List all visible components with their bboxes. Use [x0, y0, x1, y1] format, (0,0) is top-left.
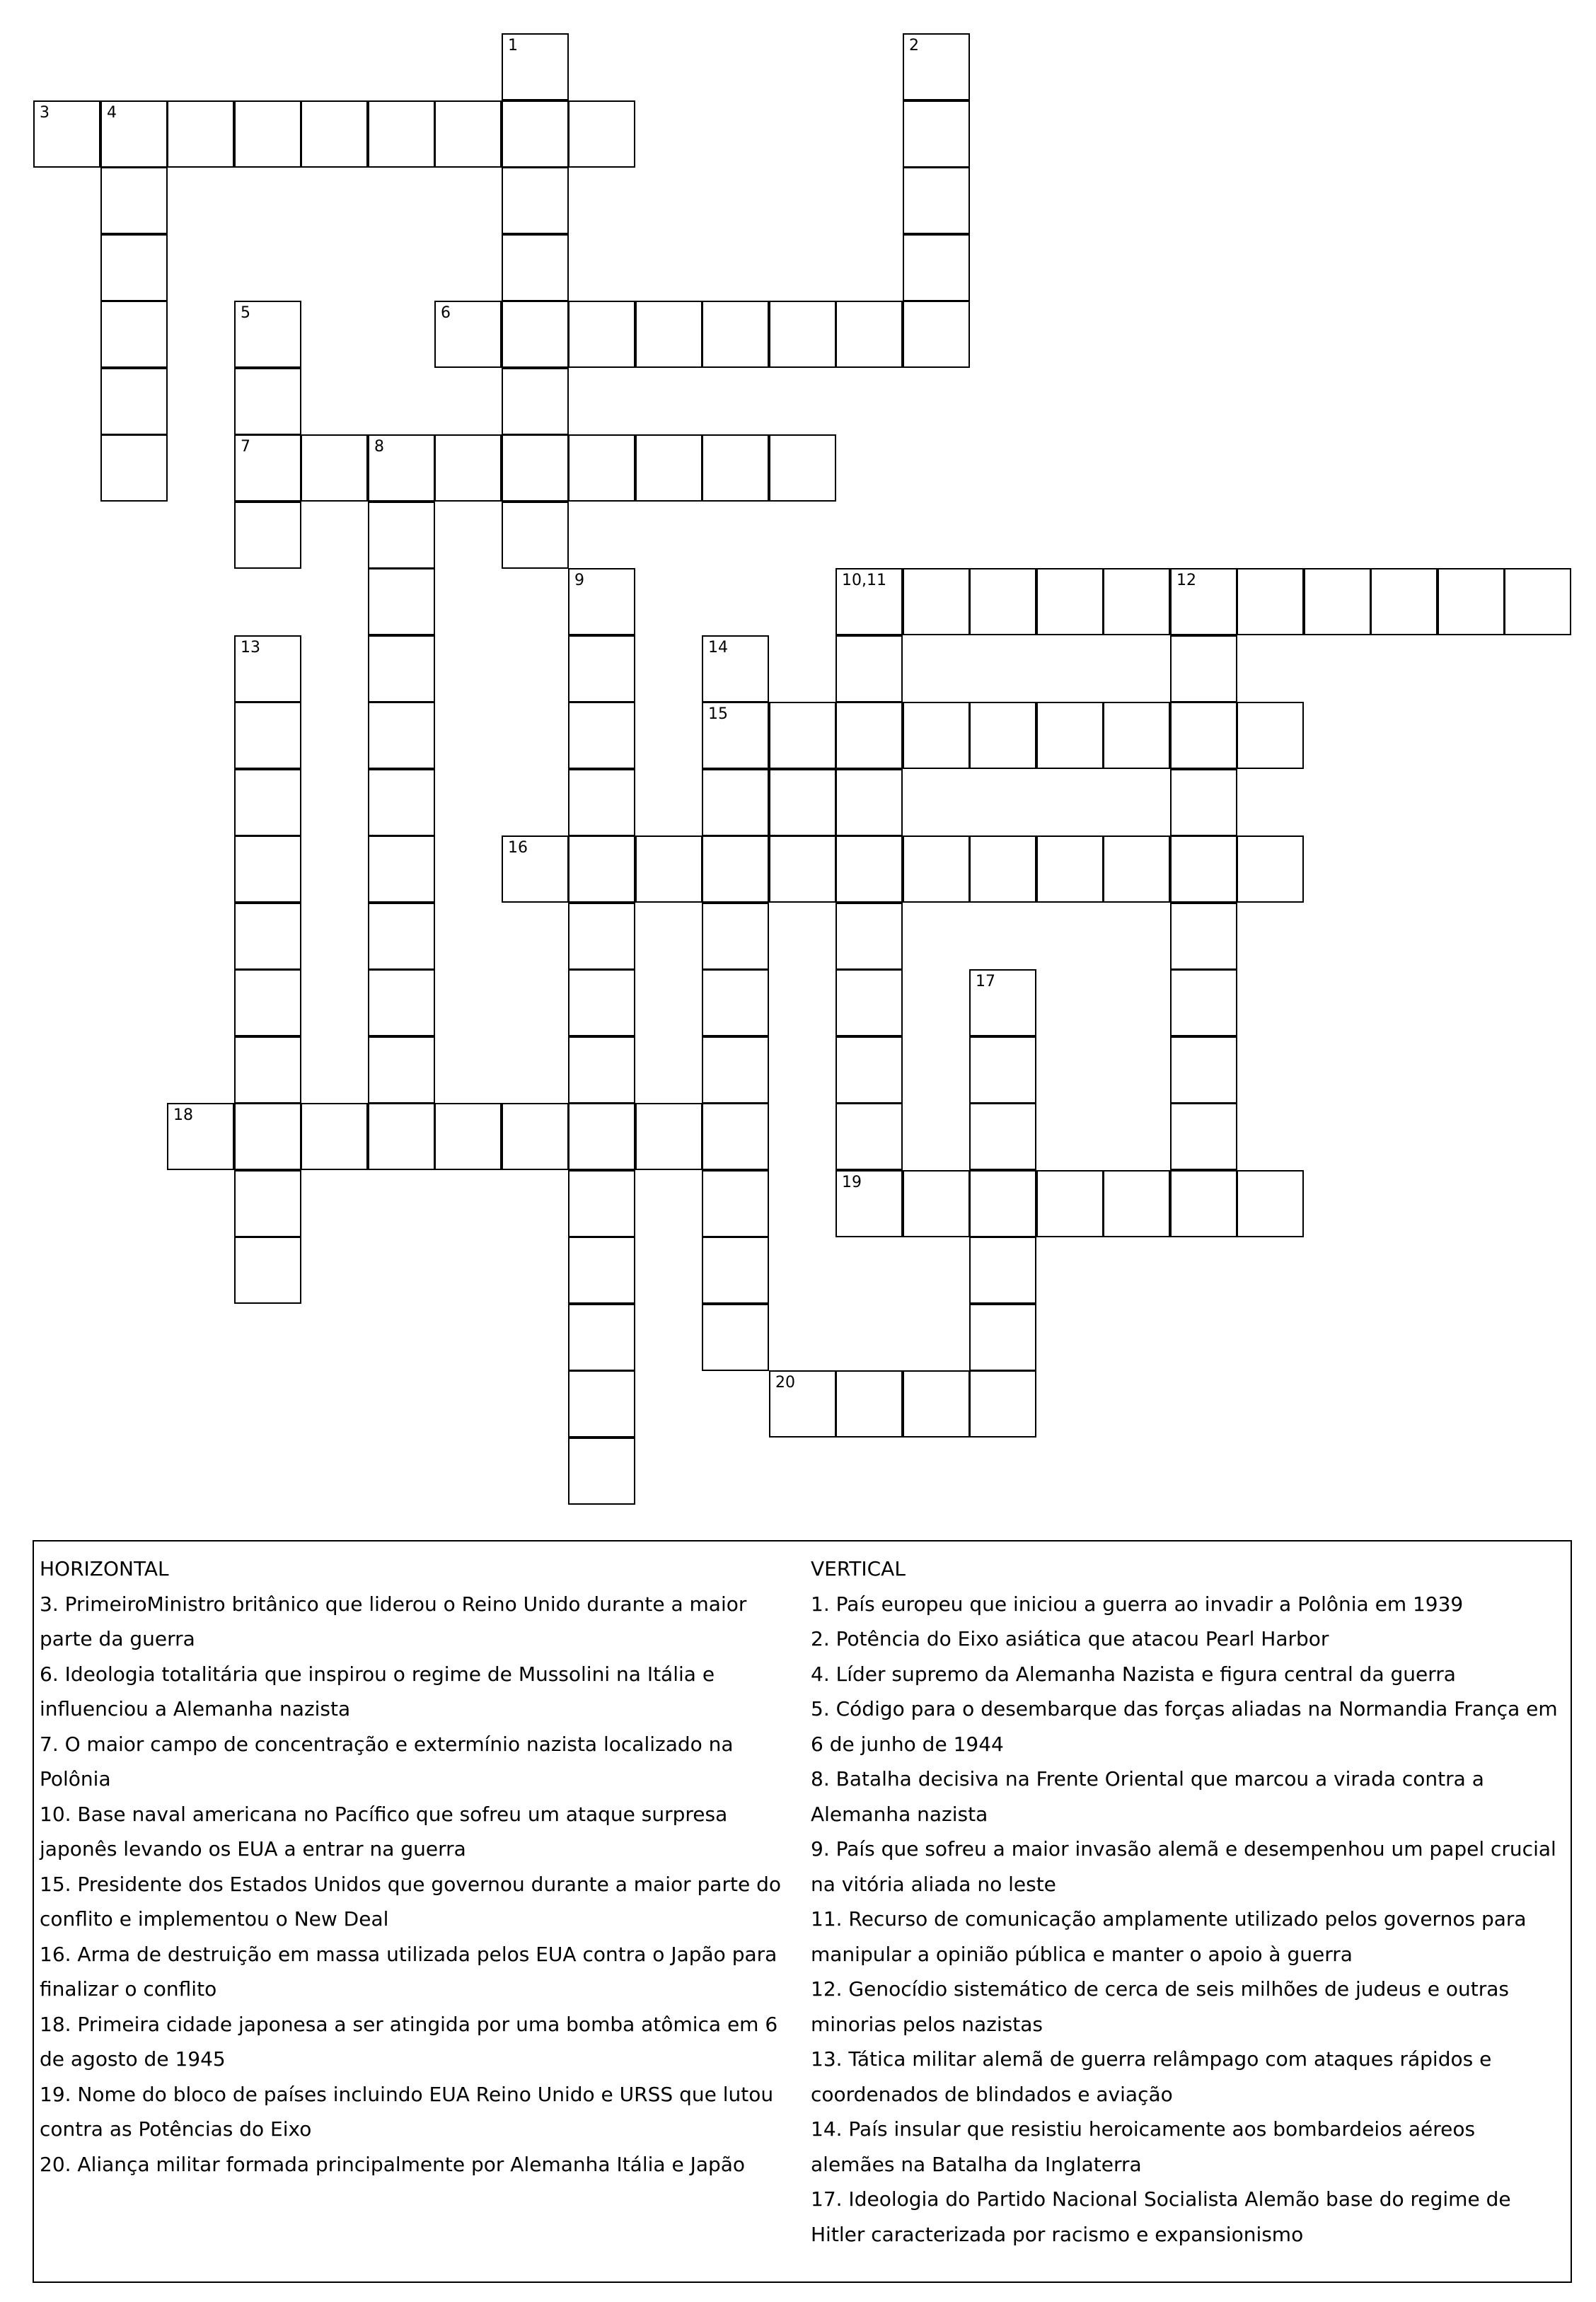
grid-cell[interactable] [702, 1036, 769, 1104]
grid-cell[interactable] [969, 1237, 1036, 1304]
grid-cell[interactable] [234, 1237, 301, 1304]
horizontal-clues [40, 1551, 790, 2182]
grid-cell[interactable] [969, 835, 1036, 903]
grid-cell[interactable] [1103, 1170, 1170, 1237]
grid-cell[interactable] [368, 835, 435, 903]
clue-down-2: 2. Potência do Eixo asiática que atacou Pearl Harbor [811, 1627, 1329, 1650]
horizontal-heading: HORIZONTAL [40, 1557, 169, 1580]
grid-cell[interactable] [368, 635, 435, 702]
grid-cell[interactable] [769, 1370, 836, 1438]
grid-cell[interactable] [568, 702, 635, 769]
grid-cell[interactable] [33, 100, 100, 168]
grid-cell[interactable] [835, 1036, 903, 1104]
grid-cell[interactable] [301, 434, 368, 502]
grid-cell[interactable] [234, 301, 301, 368]
clue-down-4: 4. Líder supremo da Alemanha Nazista e figura central da guerra [811, 1662, 1456, 1686]
grid-cell[interactable] [100, 100, 168, 168]
grid-cell[interactable] [100, 167, 168, 234]
grid-cell[interactable] [568, 1103, 635, 1170]
grid-cell[interactable] [568, 769, 635, 836]
grid-cell[interactable] [835, 769, 903, 836]
vertical-clues [811, 1551, 1561, 2252]
clue-across-20: 20. Aliança militar formada principalmente por Alemanha Itália e Japão [40, 2152, 746, 2176]
grid-cell[interactable] [502, 502, 569, 569]
grid-cell[interactable] [1170, 568, 1237, 635]
grid-cell[interactable] [234, 434, 301, 502]
grid-cell[interactable] [1237, 1170, 1304, 1237]
grid-cell[interactable] [1438, 568, 1505, 635]
clue-down-14: 14. País insular que resistiu heroicamente aos bombardeios aéreos alemães na Batalha da Inglaterra [811, 2117, 1476, 2176]
clues-box [33, 1540, 1572, 2283]
clue-across-15: 15. Presidente dos Estados Unidos que governou durante a maior parte do conflito e implementou o New Deal [40, 1872, 781, 1931]
clue-number: 9 [574, 572, 584, 589]
grid-cell[interactable] [903, 167, 970, 234]
clue-number: 18 [173, 1106, 193, 1124]
grid-cell[interactable] [969, 1036, 1036, 1104]
grid-cell[interactable] [568, 301, 635, 368]
grid-cell[interactable] [301, 100, 368, 168]
grid-cell[interactable] [835, 903, 903, 970]
clue-across-3: 3. PrimeiroMinistro britânico que liderou o Reino Unido durante a maior parte da guerra [40, 1592, 747, 1650]
grid-cell[interactable] [502, 835, 569, 903]
grid-cell[interactable] [502, 368, 569, 435]
grid-cell[interactable] [568, 1370, 635, 1438]
grid-cell[interactable] [702, 769, 769, 836]
grid-cell[interactable] [702, 434, 769, 502]
clue-across-19: 19. Nome do bloco de países incluindo EUA Reino Unido e URSS que lutou contra as Potências do Eixo [40, 2082, 774, 2141]
grid-cell[interactable] [702, 1304, 769, 1371]
vertical-heading: VERTICAL [811, 1557, 906, 1580]
grid-cell[interactable] [1103, 568, 1170, 635]
grid-cell[interactable] [635, 1103, 702, 1170]
grid-cell[interactable] [769, 702, 836, 769]
grid-cell[interactable] [769, 769, 836, 836]
grid-cell[interactable] [903, 568, 970, 635]
grid-cell[interactable] [568, 1170, 635, 1237]
grid-cell[interactable] [502, 301, 569, 368]
grid-cell[interactable] [835, 969, 903, 1036]
clue-down-8: 8. Batalha decisiva na Frente Oriental que marcou a virada contra a Alemanha nazista [811, 1767, 1484, 1826]
grid-cell[interactable] [835, 1370, 903, 1438]
grid-cell[interactable] [568, 434, 635, 502]
grid-cell[interactable] [835, 635, 903, 702]
grid-cell[interactable] [635, 301, 702, 368]
grid-cell[interactable] [903, 1170, 970, 1237]
clue-across-10: 10. Base naval americana no Pacífico que sofreu um ataque surpresa japonês levando os EUA a entrar na guerra [40, 1802, 728, 1861]
grid-cell[interactable] [434, 434, 502, 502]
grid-cell[interactable] [234, 100, 301, 168]
grid-cell[interactable] [234, 835, 301, 903]
clue-down-17: 17. Ideologia do Partido Nacional Socialista Alemão base do regime de Hitler caracterizada por racismo e expansionismo [811, 2187, 1511, 2246]
grid-cell[interactable] [234, 969, 301, 1036]
grid-cell[interactable] [1170, 769, 1237, 836]
grid-cell[interactable] [1304, 568, 1371, 635]
clue-number: 15 [708, 705, 728, 723]
grid-cell[interactable] [234, 903, 301, 970]
grid-cell[interactable] [568, 1304, 635, 1371]
grid-cell[interactable] [702, 702, 769, 769]
grid-cell[interactable] [100, 234, 168, 301]
grid-cell[interactable] [568, 100, 635, 168]
grid-cell[interactable] [903, 234, 970, 301]
grid-cell[interactable] [368, 969, 435, 1036]
clue-number: 16 [508, 839, 528, 857]
grid-cell[interactable] [1036, 835, 1104, 903]
grid-cell[interactable] [502, 100, 569, 168]
grid-cell[interactable] [835, 1103, 903, 1170]
grid-cell[interactable] [702, 635, 769, 702]
grid-cell[interactable] [969, 568, 1036, 635]
grid-cell[interactable] [969, 1170, 1036, 1237]
grid-cell[interactable] [903, 301, 970, 368]
grid-cell[interactable] [368, 769, 435, 836]
grid-cell[interactable] [568, 1438, 635, 1505]
grid-cell[interactable] [234, 502, 301, 569]
grid-cell[interactable] [568, 969, 635, 1036]
grid-cell[interactable] [368, 702, 435, 769]
grid-cell[interactable] [100, 368, 168, 435]
grid-cell[interactable] [835, 568, 903, 635]
grid-cell[interactable] [1170, 969, 1237, 1036]
clue-down-1: 1. País europeu que iniciou a guerra ao invadir a Polônia em 1939 [811, 1592, 1464, 1616]
grid-cell[interactable] [969, 1304, 1036, 1371]
grid-cell[interactable] [368, 568, 435, 635]
clue-down-11: 11. Recurso de comunicação amplamente utilizado pelos governos para manipular a opinião pública e manter o apoio à guerra [811, 1907, 1527, 1966]
grid-cell[interactable] [1370, 568, 1438, 635]
grid-cell[interactable] [1036, 1170, 1104, 1237]
grid-cell[interactable] [568, 568, 635, 635]
grid-cell[interactable] [1103, 835, 1170, 903]
grid-cell[interactable] [568, 1237, 635, 1304]
clue-down-9: 9. País que sofreu a maior invasão alemã e desempenhou um papel crucial na vitória aliada no leste [811, 1837, 1556, 1896]
grid-cell[interactable] [835, 835, 903, 903]
grid-cell[interactable] [234, 702, 301, 769]
clue-number: 6 [441, 304, 451, 322]
grid-cell[interactable] [1170, 702, 1237, 769]
grid-cell[interactable] [1170, 635, 1237, 702]
clue-number: 4 [107, 104, 117, 122]
clue-number: 12 [1176, 572, 1196, 589]
grid-cell[interactable] [702, 835, 769, 903]
grid-cell[interactable] [903, 1370, 970, 1438]
grid-cell[interactable] [903, 702, 970, 769]
grid-cell[interactable] [568, 1036, 635, 1104]
clue-number: 3 [40, 104, 50, 122]
clue-across-7: 7. O maior campo de concentração e extermínio nazista localizado na Polônia [40, 1732, 734, 1791]
grid-cell[interactable] [234, 368, 301, 435]
grid-cell[interactable] [100, 434, 168, 502]
grid-cell[interactable] [502, 434, 569, 502]
grid-cell[interactable] [769, 434, 836, 502]
grid-cell[interactable] [167, 1103, 234, 1170]
clue-number: 19 [842, 1174, 862, 1191]
grid-cell[interactable] [368, 434, 435, 502]
grid-cell[interactable] [969, 702, 1036, 769]
clue-number: 17 [976, 973, 995, 990]
clue-down-5: 5. Código para o desembarque das forças aliadas na Normandia França em 6 de junho de 1944 [811, 1697, 1558, 1756]
grid-cell[interactable] [368, 903, 435, 970]
clue-number: 8 [374, 438, 384, 456]
grid-cell[interactable] [434, 1103, 502, 1170]
grid-cell[interactable] [568, 635, 635, 702]
clue-number: 7 [241, 438, 250, 456]
grid-cell[interactable] [234, 1036, 301, 1104]
grid-cell[interactable] [1036, 702, 1104, 769]
grid-cell[interactable] [1103, 702, 1170, 769]
clue-number: 20 [775, 1374, 795, 1392]
grid-cell[interactable] [969, 1370, 1036, 1438]
grid-cell[interactable] [702, 1237, 769, 1304]
grid-cell[interactable] [903, 100, 970, 168]
grid-cell[interactable] [502, 167, 569, 234]
grid-cell[interactable] [368, 1036, 435, 1104]
clue-number: 13 [241, 639, 260, 657]
grid-cell[interactable] [234, 1170, 301, 1237]
grid-cell[interactable] [1170, 1036, 1237, 1104]
grid-cell[interactable] [368, 100, 435, 168]
grid-cell[interactable] [234, 635, 301, 702]
grid-cell[interactable] [502, 234, 569, 301]
grid-cell[interactable] [368, 1103, 435, 1170]
grid-cell[interactable] [301, 1103, 368, 1170]
grid-cell[interactable] [702, 969, 769, 1036]
grid-cell[interactable] [702, 301, 769, 368]
clue-number: 5 [241, 304, 250, 322]
grid-cell[interactable] [635, 835, 702, 903]
grid-cell[interactable] [1237, 835, 1304, 903]
grid-cell[interactable] [368, 502, 435, 569]
grid-cell[interactable] [1237, 702, 1304, 769]
grid-cell[interactable] [635, 434, 702, 502]
grid-cell[interactable] [835, 1170, 903, 1237]
grid-cell[interactable] [434, 301, 502, 368]
grid-cell[interactable] [1170, 1170, 1237, 1237]
grid-cell[interactable] [769, 301, 836, 368]
grid-cell[interactable] [903, 835, 970, 903]
grid-cell[interactable] [969, 969, 1036, 1036]
grid-cell[interactable] [100, 301, 168, 368]
clue-across-16: 16. Arma de destruição em massa utilizada pelos EUA contra o Japão para finalizar o conflito [40, 1942, 777, 2001]
clue-number: 14 [708, 639, 728, 657]
grid-cell[interactable] [702, 903, 769, 970]
grid-cell[interactable] [903, 33, 970, 100]
grid-cell[interactable] [1036, 568, 1104, 635]
grid-cell[interactable] [434, 100, 502, 168]
grid-cell[interactable] [1170, 835, 1237, 903]
grid-cell[interactable] [1237, 568, 1304, 635]
grid-cell[interactable] [835, 301, 903, 368]
clue-number: 1 [508, 37, 518, 54]
grid-cell[interactable] [969, 1103, 1036, 1170]
grid-cell[interactable] [1170, 1103, 1237, 1170]
clue-across-6: 6. Ideologia totalitária que inspirou o regime de Mussolini na Itália e influenciou a Alemanha nazista [40, 1662, 715, 1720]
grid-cell[interactable] [1504, 568, 1571, 635]
grid-cell[interactable] [502, 33, 569, 100]
grid-cell[interactable] [568, 903, 635, 970]
clue-down-12: 12. Genocídio sistemático de cerca de seis milhões de judeus e outras minorias pelos nazistas [811, 1977, 1509, 2036]
grid-cell[interactable] [502, 1103, 569, 1170]
grid-cell[interactable] [167, 100, 234, 168]
grid-cell[interactable] [702, 1170, 769, 1237]
clue-number: 2 [909, 37, 919, 54]
grid-cell[interactable] [568, 835, 635, 903]
grid-cell[interactable] [702, 1103, 769, 1170]
clue-number: 10,11 [842, 572, 886, 589]
grid-cell[interactable] [234, 769, 301, 836]
clue-across-18: 18. Primeira cidade japonesa a ser atingida por uma bomba atômica em 6 de agosto de 1945 [40, 2012, 778, 2071]
grid-cell[interactable] [1170, 903, 1237, 970]
grid-cell[interactable] [835, 702, 903, 769]
clue-down-13: 13. Tática militar alemã de guerra relâmpago com ataques rápidos e coordenados de blindados e aviação [811, 2047, 1492, 2106]
grid-cell[interactable] [769, 835, 836, 903]
grid-cell[interactable] [234, 1103, 301, 1170]
